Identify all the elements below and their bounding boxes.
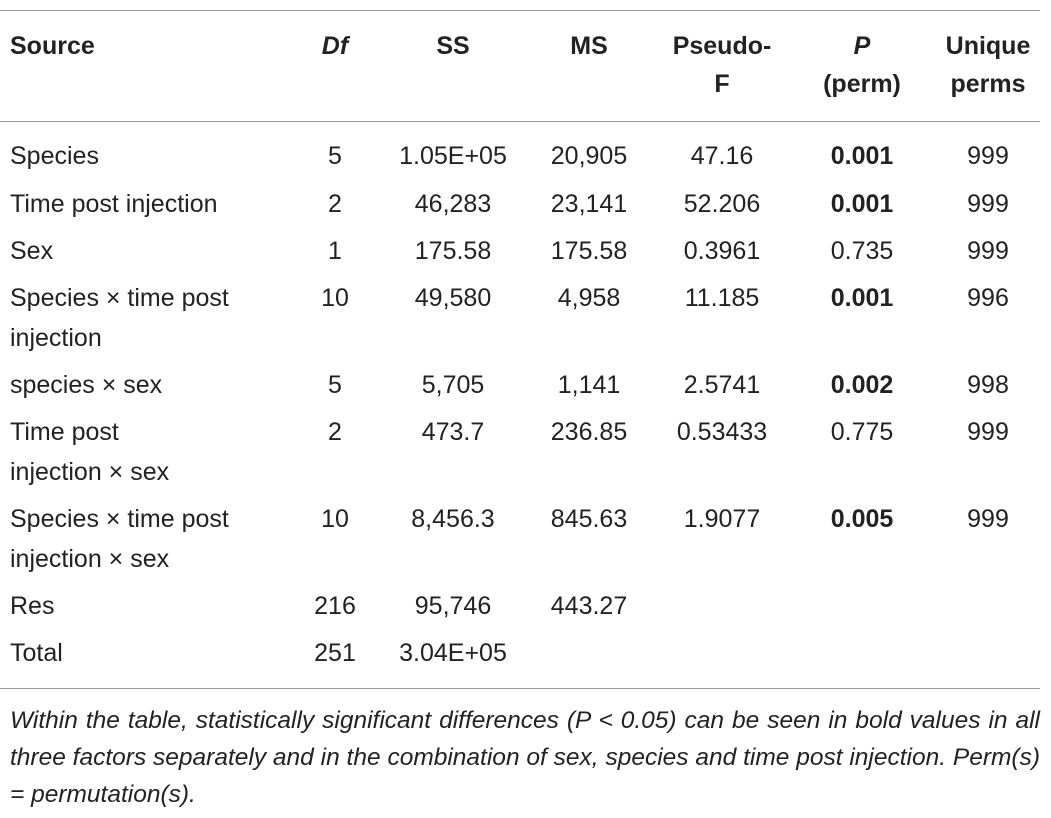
cell-ss: 46,283	[414, 190, 492, 218]
cell-source: Time post	[10, 418, 119, 446]
cell-df: 2	[328, 418, 342, 446]
cell-df: 251	[314, 639, 356, 667]
cell-ms: 1,141	[557, 371, 621, 399]
cell-ss: 1.05E+05	[399, 142, 507, 170]
cell-ss: 175.58	[414, 237, 492, 265]
cell-p-perm: 0.005	[830, 505, 894, 533]
header-ms: MS	[570, 32, 608, 60]
cell-source: Sex	[10, 237, 54, 265]
cell-df: 216	[314, 592, 356, 620]
cell-ms: 236.85	[550, 418, 628, 446]
cell-unique-perms: 999	[967, 505, 1009, 533]
cell-ms: 23,141	[550, 190, 628, 218]
table-footnote: Within the table, statistically significant differences (P < 0.05) can be seen in bold values in all three factors separately and in the combination of sex, species and time post injection. Perm(s) = permutation(s).	[10, 707, 1040, 808]
cell-df: 1	[328, 237, 342, 265]
cell-p-perm: 0.002	[830, 371, 894, 399]
cell-unique-perms: 999	[967, 142, 1009, 170]
cell-ms: 845.63	[550, 505, 628, 533]
cell-source-cont: injection × sex	[10, 458, 170, 486]
cell-source-cont: injection × sex	[10, 545, 170, 573]
cell-p-perm: 0.001	[830, 284, 894, 312]
header-source: Source	[10, 32, 95, 60]
cell-ss: 8,456.3	[411, 505, 495, 533]
cell-unique-perms: 996	[967, 284, 1009, 312]
cell-pseudo-f: 2.5741	[683, 371, 761, 399]
cell-df: 10	[321, 505, 349, 533]
cell-p-perm: 0.775	[830, 418, 894, 446]
cell-p-perm: 0.001	[830, 190, 894, 218]
header-df: Df	[321, 32, 349, 60]
cell-pseudo-f: 47.16	[690, 142, 754, 170]
cell-ms: 20,905	[550, 142, 628, 170]
cell-pseudo-f: 52.206	[683, 190, 761, 218]
cell-source: Species × time post	[10, 284, 229, 312]
cell-ms: 4,958	[557, 284, 621, 312]
cell-ms: 175.58	[550, 237, 628, 265]
table-header-rule	[0, 121, 1040, 122]
header-p-line2: (perm)	[823, 70, 901, 98]
cell-p-perm: 0.001	[830, 142, 894, 170]
cell-unique-perms: 999	[967, 190, 1009, 218]
cell-pseudo-f: 0.3961	[683, 237, 761, 265]
cell-unique-perms: 998	[967, 371, 1009, 399]
cell-ms: 443.27	[550, 592, 628, 620]
cell-df: 10	[321, 284, 349, 312]
cell-ss: 3.04E+05	[399, 639, 507, 667]
cell-source: Time post injection	[10, 190, 218, 218]
cell-df: 2	[328, 190, 342, 218]
header-ss: SS	[436, 32, 470, 60]
cell-pseudo-f: 0.53433	[676, 418, 768, 446]
cell-p-perm: 0.735	[830, 237, 894, 265]
header-p-line1: P	[853, 32, 871, 60]
cell-ss: 5,705	[421, 371, 485, 399]
cell-pseudo-f: 11.185	[684, 284, 760, 312]
header-unique-line1: Unique	[945, 32, 1031, 60]
cell-source: Total	[10, 639, 63, 667]
table-bottom-rule	[0, 688, 1040, 689]
cell-source-cont: injection	[10, 324, 102, 352]
cell-source: Res	[10, 592, 55, 620]
cell-source: species × sex	[10, 371, 163, 399]
cell-ss: 49,580	[414, 284, 492, 312]
header-pseudo-f-line2: F	[714, 70, 730, 98]
cell-pseudo-f: 1.9077	[683, 505, 761, 533]
cell-unique-perms: 999	[967, 418, 1009, 446]
cell-source: Species × time post	[10, 505, 229, 533]
table-top-rule	[0, 10, 1040, 11]
header-unique-line2: perms	[950, 70, 1026, 98]
cell-ss: 95,746	[414, 592, 492, 620]
cell-df: 5	[328, 142, 342, 170]
cell-source: Species	[10, 142, 99, 170]
cell-ss: 473.7	[421, 418, 485, 446]
cell-unique-perms: 999	[967, 237, 1009, 265]
header-pseudo-f-line1: Pseudo-	[672, 32, 772, 60]
cell-df: 5	[328, 371, 342, 399]
